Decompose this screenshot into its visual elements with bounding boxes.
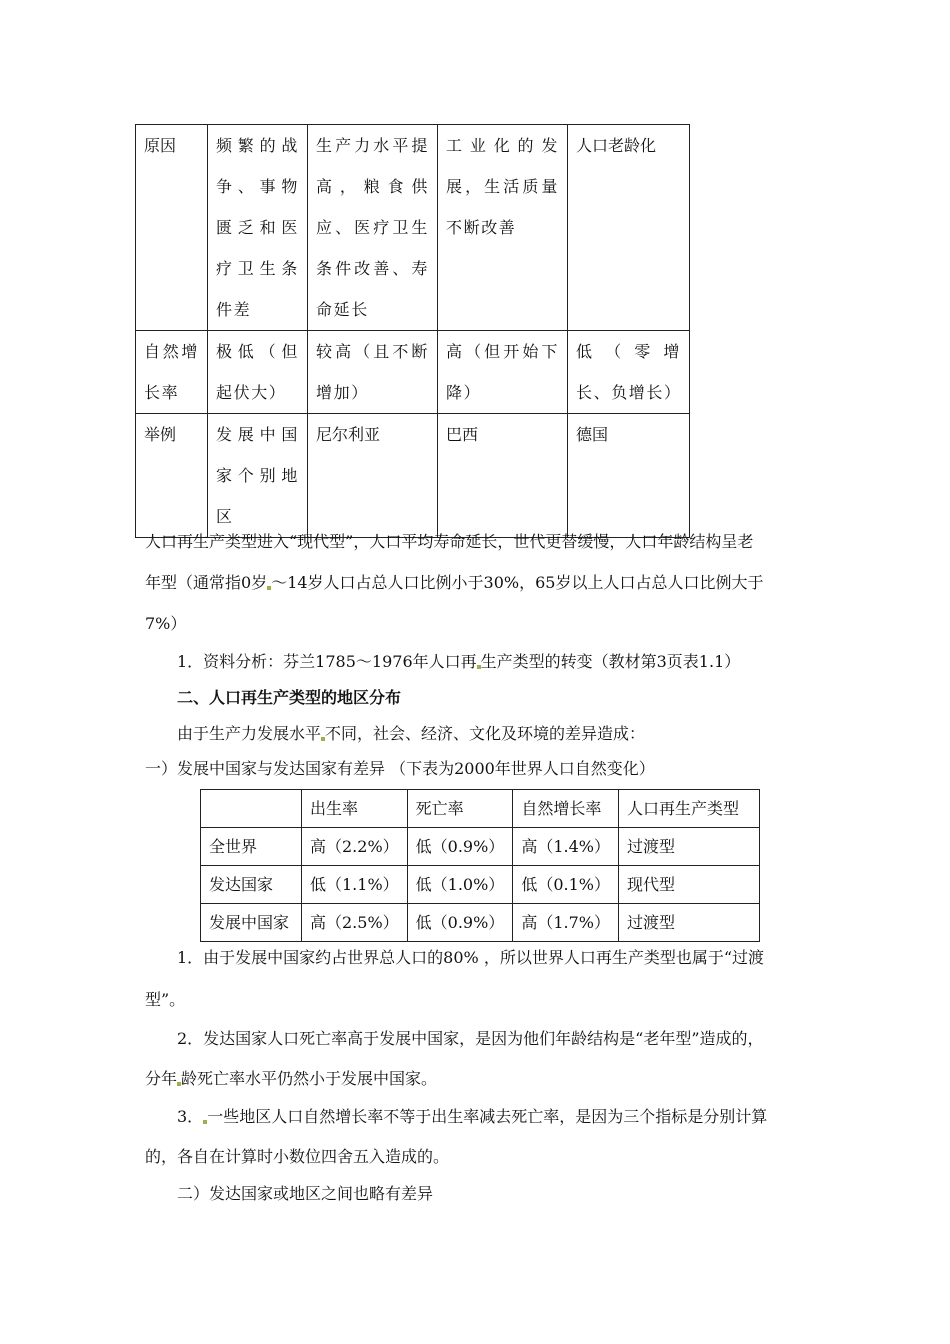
text-run: 3． [177,1107,204,1126]
table-cell: 人口老龄化 [568,125,690,331]
text-run: 一些地区人口自然增长率不等于出生率减去死亡率，是因为三个指标是分别计算 [207,1107,768,1126]
population-change-table [200,789,760,942]
table-cell: 过渡型 [618,828,759,866]
paragraph-line: 7%） [145,614,187,633]
table-cell: 工业化的发展，生活质量不断改善 [438,125,568,331]
table-cell: 极低（但起伏大） [208,331,308,414]
analysis-item [177,650,740,674]
table-cell: 尼尔利亚 [308,414,438,538]
text-run: 不同，社会、经济、文化及环境的差异造成： [325,724,646,743]
table-header-row [201,790,760,828]
paragraph-line [177,1105,767,1129]
table-cell: 原因 [136,125,208,331]
paragraph-line: 1．由于发展中国家约占世界总人口的80% ，所以世界人口再生产类型也属于“过渡 [177,948,765,967]
table-cell: 生产力水平提高，粮食供应、医疗卫生条件改善、寿命延长 [308,125,438,331]
table-cell: 低（0.9%） [407,828,513,866]
table-row [136,414,690,538]
table-cell: 现代型 [618,866,759,904]
table-cell: 自然增长率 [136,331,208,414]
table-cell: 巴西 [438,414,568,538]
table-cell: 高（1.7%） [513,904,619,942]
table-cell: 过渡型 [618,904,759,942]
paragraph-line [145,571,763,595]
table-cell: 发达国家 [201,866,302,904]
intro-line [177,722,645,746]
table-cell: 较高（且不断增加） [308,331,438,414]
text-run: ～14岁人口占总人口比例小于30%，65岁以上人口占总人口比例大于 [271,573,764,592]
table-header-cell: 自然增长率 [513,790,619,828]
table-header-cell: 出生率 [302,790,408,828]
text-run: 由于生产力发展水平 [177,724,322,743]
table-cell: 低（0.1%） [513,866,619,904]
table-row [201,828,760,866]
table-cell: 高（2.2%） [302,828,408,866]
table-row [201,866,760,904]
table-row [201,904,760,942]
text-run: 分年 [145,1069,178,1088]
paragraph-line: 型”。 [145,990,186,1009]
text-run: 龄死亡率水平仍然小于发展中国家。 [181,1069,438,1088]
reproduction-type-table [135,124,690,538]
table-cell: 德国 [568,414,690,538]
table-cell: 低（零增长、负增长） [568,331,690,414]
section-heading: 二、人口再生产类型的地区分布 [177,688,402,707]
paragraph-line [145,1067,437,1091]
table-row [136,125,690,331]
table-cell: 低（1.1%） [302,866,408,904]
table-cell: 频繁的战争、事物匮乏和医疗卫生条件差 [208,125,308,331]
paragraph-line: 2．发达国家人口死亡率高于发展中国家，是因为他们年龄结构是“老年型”造成的， [177,1029,764,1048]
text-run: 年型（通常指0岁 [145,573,268,592]
table-cell: 全世界 [201,828,302,866]
paragraph-line: 的，各自在计算时小数位四舍五入造成的。 [145,1147,450,1166]
text-run: 1．资料分析：芬兰1785～1976年人口再 [177,652,477,671]
table-cell: 高（1.4%） [513,828,619,866]
table-header-cell: 死亡率 [407,790,513,828]
text-run: 生产类型的转变（教材第3页表1.1） [480,652,741,671]
table-header-cell [201,790,302,828]
table-cell: 高（但开始下降） [438,331,568,414]
table-cell: 低（1.0%） [407,866,513,904]
paragraph-line: 人口再生产类型进入“现代型”，人口平均寿命延长，世代更替缓慢，人口年龄结构呈老 [145,532,754,551]
subsection-heading: 二）发达国家或地区之间也略有差异 [177,1184,434,1203]
table-row [136,331,690,414]
table-cell: 举例 [136,414,208,538]
table-cell: 低（0.9%） [407,904,513,942]
table-header-cell: 人口再生产类型 [618,790,759,828]
table-cell: 高（2.5%） [302,904,408,942]
table-cell: 发展中国家 [201,904,302,942]
subsection-heading: 一）发展中国家与发达国家有差异 （下表为2000年世界人口自然变化） [145,759,655,778]
table-cell: 发展中国家个别地区 [208,414,308,538]
